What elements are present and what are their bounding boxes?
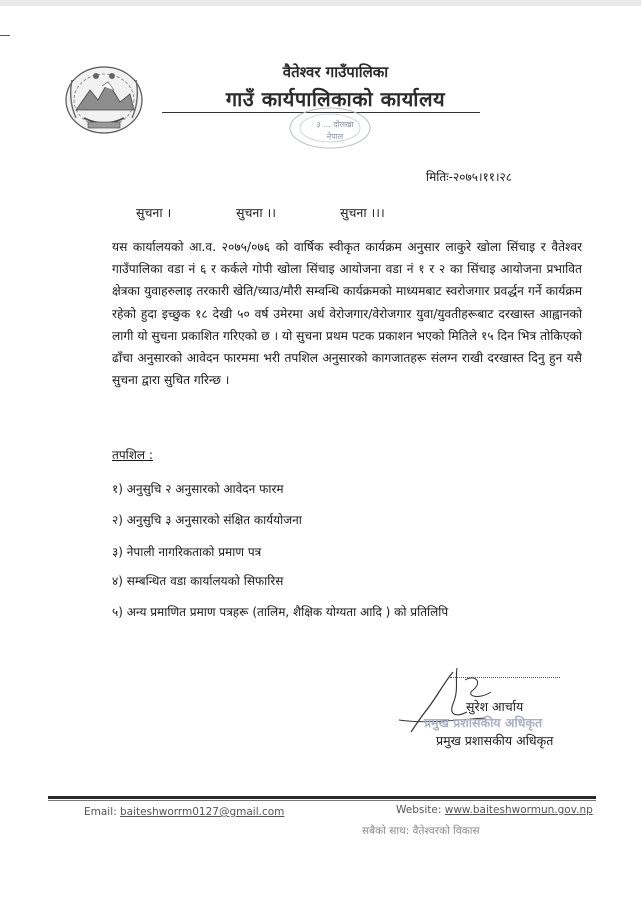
- attachment-item-3: ३) नेपाली नागरिकताको प्रमाण पत्र: [112, 545, 262, 559]
- footer-website-link[interactable]: www.baiteshwormun.gov.np: [444, 804, 593, 816]
- notice-heading-1: सुचना ।: [136, 205, 172, 220]
- notice-heading-3: सुचना ।।।: [340, 205, 385, 220]
- footer-website-label: Website:: [396, 804, 442, 816]
- notice-body-paragraph: यस कार्यालयको आ.व. २०७५/०७६ को वार्षिक स्वीकृत कार्यक्रम अनुसार लाकुरे खोला सिंचाइ र वैतेश्वर गाउँपालिका वडा नं ६ र कर्कले गोपी खोला सिंचाइ आयोजना वडा नं १ र २ का सिंचाइ आयोजना प्रभावित क्षेत्रका युवाहरुलाइ तरकारी खेति/च्याउ/मौरी सम्वन्धि कार्यक्रमको माध्यमबाट स्वरोजगार प्रवर्द्धन गर्ने कार्यक्रम रहेको हुदा इच्छुक १८ देखी ५० वर्ष उमेरमा अर्ध वेरोजगार/वेरोजगार युवा/युवतीहरूबाट दरखास्त आह्वानको लागी यो सुचना प्रकाशित गरिएको छ । यो सुचना प्रथम पटक प्रकाशन भएको मितिले १५ दिन भित्र तोकिएको ढाँचा अनुसारको आवेदन फारममा भरी तपशिल अनुसारको कागजातहरू संलग्न राखी दरखास्त दिनु हुन यसै सुचना द्वारा सुचित गरिन्छ ।: [112, 240, 582, 388]
- seal-text-district: ३ ... दोलखा: [316, 120, 354, 129]
- footer-tagline: सबैको साथ: वैतेश्वरको विकास: [362, 825, 480, 837]
- notice-heading-2: सुचना ।।: [236, 205, 277, 220]
- footer-divider-thick: [48, 796, 596, 799]
- footer-email-label: Email:: [84, 806, 117, 818]
- footer-website: [396, 804, 593, 816]
- footer-divider-thin: [48, 800, 596, 801]
- attachment-item-5: ५) अन्य प्रमाणित प्रमाण पत्रहरू (तालिम, शैक्षिक योग्यता आदि ) को प्रतिलिपि: [112, 605, 449, 619]
- seal-text-country: नेपाल: [326, 132, 344, 141]
- document-date: मितिः-२०७५।११।२८: [426, 170, 513, 184]
- office-name: गाउँ कार्यपालिकाको कार्यालय: [225, 87, 446, 111]
- signatory-name: सुरेश आर्चाय: [466, 699, 524, 714]
- footer-email-link[interactable]: baiteshworrm0127@gmail.com: [120, 806, 285, 818]
- signatory-stamp: प्रमुख प्रशासकीय अधिकृत: [424, 715, 543, 730]
- signature-line: [450, 677, 560, 678]
- signatory-title: प्रमुख प्रशासकीय अधिकृत: [436, 733, 554, 748]
- footer-email: [84, 806, 284, 818]
- scan-corner-mark: [0, 35, 10, 36]
- attachments-list-title: तपशिल :: [112, 448, 153, 462]
- attachment-item-1: १) अनुसुचि २ अनुसारको आवेदन फारम: [112, 482, 284, 496]
- attachment-item-2: २) अनुसुचि ३ अनुसारको संक्षित कार्ययोजना: [112, 513, 302, 527]
- scan-top-edge: [0, 0, 641, 6]
- attachment-item-4: ४) सम्बन्धित वडा कार्यालयको सिफारिस: [112, 574, 284, 588]
- municipality-name: वैतेश्वर गाउँपालिका: [282, 63, 389, 81]
